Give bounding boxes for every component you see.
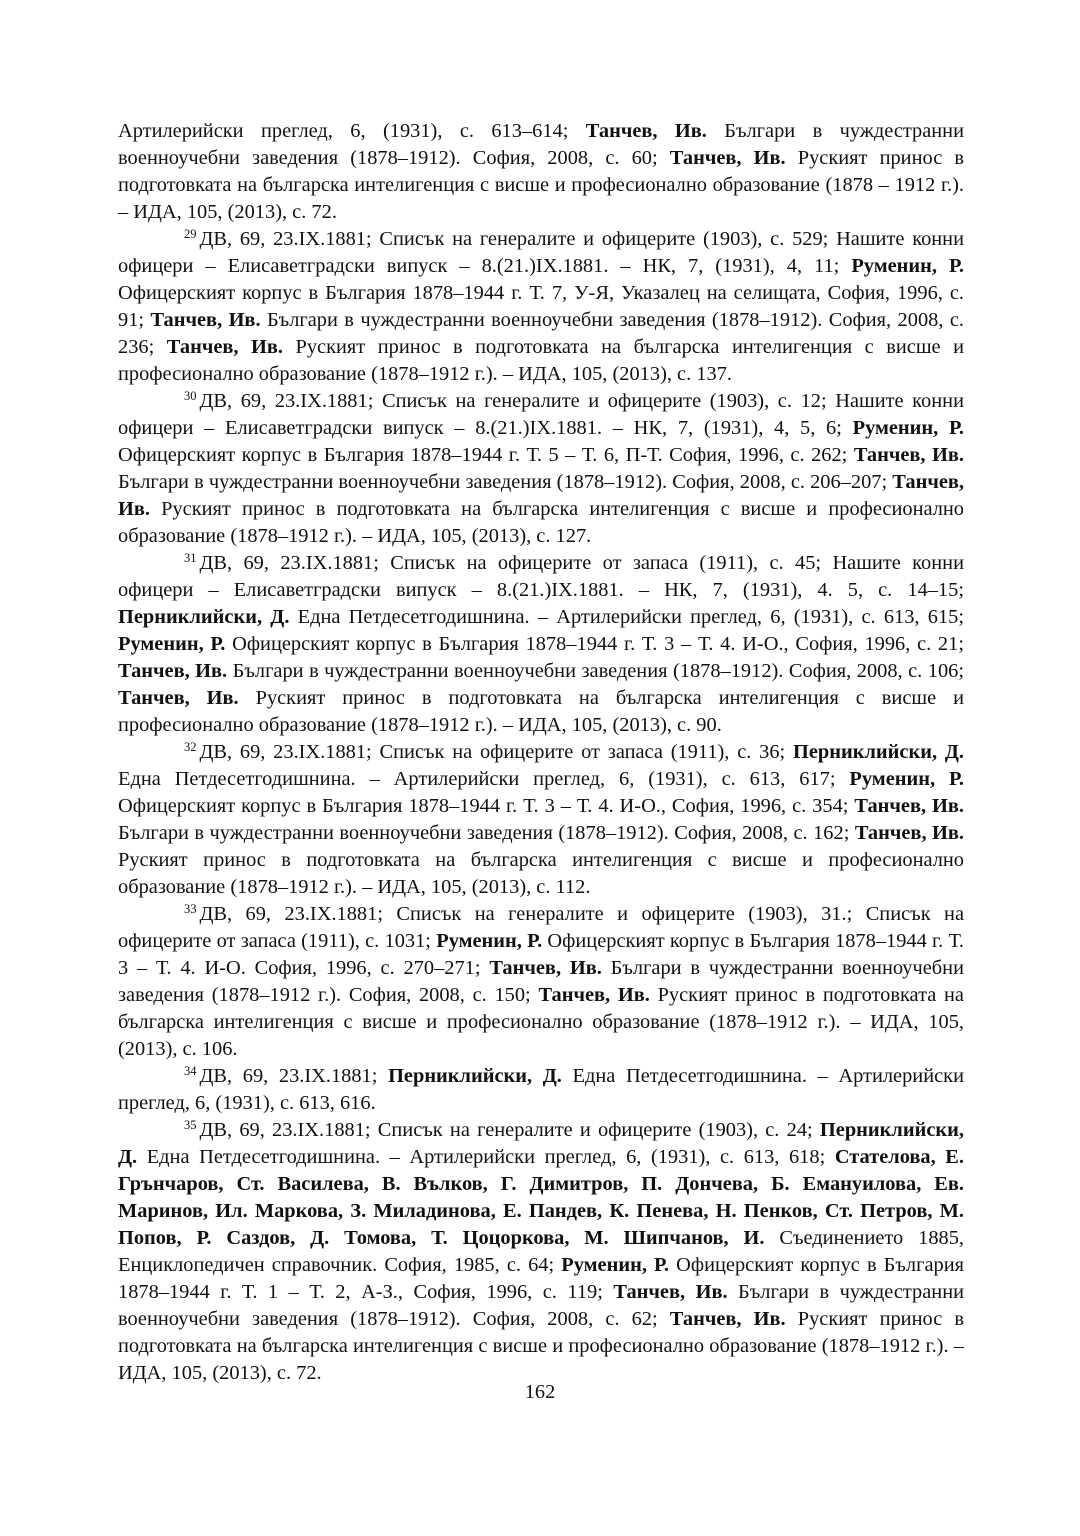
footnote-33: [118, 901, 964, 1063]
footnote-text: Руският принос в подготовката на българска интелигенция с висше и професионално образование (1878–1912 г.). – ИДА, 105, (2013), с. 127.: [118, 498, 964, 547]
author-name: Танчев, Ив.: [118, 687, 239, 709]
footnote-text: Офицерският корпус в България 1878–1944 г. Т. 5 – Т. 6, П-Т. София, 1996, с. 262;: [118, 444, 854, 466]
footnote-35: [118, 1117, 964, 1387]
footnote-text: Офицерският корпус в България 1878–1944 г. Т. 3 – Т. 4. И-О., София, 1996, с. 354;: [118, 795, 855, 817]
footnote-number: 29: [184, 227, 197, 241]
footnote-continuation: [118, 118, 964, 226]
author-name: Руменин, Р.: [849, 768, 965, 790]
footnote-number: 31: [184, 551, 197, 565]
footnote-text: Българи в чуждестранни военноучебни заведения (1878–1912). София, 2008, с. 206–207;: [118, 471, 893, 493]
author-list: Стателова, Е. Грънчаров, Ст. Василева, В. Вълков, Г. Димитров, П. Дончева, Б. Емануилова, Ев. Маринов, Ил. Маркова, З. Миладинова, Е. Пандев, К. Пенева, Н. Пенков, Ст. Петров, М. Попов, Р. Саздов, Д. Томова, Т. Цоцоркова, М. Шипчанов, И.: [118, 1146, 964, 1249]
footnote-text: Българи в чуждестранни военноучебни заведения (1878–1912). София, 2008, с. 62;: [118, 1281, 965, 1330]
author-name: Руменин, Р.: [118, 633, 226, 655]
page-number: 162: [524, 1381, 556, 1403]
footnote-text: Една Петдесетгодишнина. – Артилерийски преглед, 6, (1931), с. 613, 618;: [137, 1146, 835, 1168]
footnote-29: [118, 226, 964, 388]
author-name: Танчев, Ив.: [150, 309, 261, 331]
footnote-text: Една Петдесетгодишнина. – Артилерийски преглед, 6, (1931), с. 613, 617;: [118, 768, 850, 790]
footnote-number: 34: [184, 1064, 197, 1078]
footnote-text: Артилерийски преглед, 6, (1931), с. 613–614;: [118, 120, 586, 142]
footnote-text: Офицерският корпус в България 1878–1944 г. Т. 3 – Т. 4. И-О. София, 1996, с. 270–271;: [118, 930, 964, 979]
author-name: Руменин, Р.: [851, 255, 965, 277]
footnote-text: Българи в чуждестранни военноучебни заведения (1878–1912). София, 2008, с. 106;: [227, 660, 964, 682]
footnote-text: ДВ, 69, 23.IX.1881; Списък на генералите и офицерите (1903), с. 529; Нашите конни офицери – Елисаветградски випуск – 8.(21.)IX.1881. – НК, 7, (1931), 4, 11;: [118, 228, 964, 277]
author-name: Танчев, Ив.: [669, 1308, 786, 1330]
footnote-text: ДВ, 69, 23.IX.1881; Списък на генералите и офицерите (1903), с. 12; Нашите конни офицери – Елисаветградски випуск – 8.(21.)IX.1881. – НК, 7, (1931), 4, 5, 6;: [118, 390, 964, 439]
author-name: Танчев, Ив.: [118, 660, 228, 682]
footnotes-block: [118, 118, 964, 1387]
footnote-text: Офицерският корпус в България 1878–1944 г. Т. 3 – Т. 4. И-О., София, 1996, с. 21;: [225, 633, 964, 655]
author-name: Перниклийски, Д.: [118, 1119, 964, 1168]
footnote-text: Българи в чуждестранни военноучебни заведения (1878–1912 г.). София, 2008, с. 150;: [118, 957, 964, 1006]
author-name: Танчев, Ив.: [166, 336, 283, 358]
footnote-text: Руският принос в подготовката на българска интелигенция с висше и професионално образование (1878–1912 г.). – ИДА, 105, (2013), с. 112.: [118, 849, 964, 898]
author-name: Танчев, Ив.: [854, 795, 965, 817]
footnote-text: Руският принос в подготовката на българска интелигенция с висше и професионално образование (1878 – 1912 г.). – ИДА, 105, (2013), с. 72.: [118, 147, 965, 223]
footnote-number: 33: [184, 902, 197, 916]
footnote-34: [118, 1063, 964, 1117]
author-name: Танчев, Ив.: [489, 957, 602, 979]
footnote-text: Руският принос в подготовката на българска интелигенция с висше и професионално образование (1878–1912 г.). – ИДА, 105, (2013), с. 137.: [118, 336, 965, 385]
author-name: Руменин, Р.: [561, 1254, 670, 1276]
author-name: Руменин, Р.: [852, 417, 964, 439]
footnote-text: Една Петдесетгодишнина. – Артилерийски преглед, 6, (1931), с. 613, 615;: [289, 606, 964, 628]
footnote-number: 30: [184, 389, 197, 403]
author-name: Танчев, Ив.: [585, 120, 707, 142]
author-name: Танчев, Ив.: [853, 444, 964, 466]
author-name: Танчев, Ив.: [854, 822, 964, 844]
footnote-text: Офицерският корпус в България 1878–1944 г. Т. 7, У-Я, Указалец на селищата, София, 1996, с. 91;: [118, 282, 964, 331]
footnote-number: 32: [184, 740, 197, 754]
footnote-text: ДВ, 69, 23.IX.1881; Списък на офицерите от запаса (1911), с. 36;: [199, 741, 793, 763]
author-name: Перниклийски, Д.: [118, 606, 290, 628]
author-name: Перниклийски, Д.: [388, 1065, 562, 1087]
footnote-text: Съединението 1885, Енциклопедичен справочник. София, 1985, с. 64;: [118, 1227, 965, 1276]
footnote-text: ДВ, 69, 23.IX.1881;: [199, 1065, 389, 1087]
footnote-text: Офицерският корпус в България 1878–1944 г. Т. 1 – Т. 2, А-З., София, 1996, с. 119;: [118, 1254, 965, 1303]
author-name: Руменин, Р.: [436, 930, 543, 952]
footnote-text: ДВ, 69, 23.IX.1881; Списък на генералите и офицерите (1903), 31.; Списък на офицерите от запаса (1911), с. 1031;: [118, 903, 964, 952]
footnote-text: Българи в чуждестранни военноучебни заведения (1878–1912). София, 2008, с. 162;: [118, 822, 855, 844]
footnote-32: [118, 739, 964, 901]
footnote-text: Руският принос в подготовката на българска интелигенция с висше и професионално образование (1878–1912 г.). – ИДА, 105, (2013), с. 90.: [118, 687, 965, 736]
author-name: Танчев, Ив.: [118, 471, 964, 520]
author-name: Танчев, Ив.: [669, 147, 786, 169]
footnote-text: Българи в чуждестранни военноучебни заведения (1878–1912). София, 2008, с. 236;: [118, 309, 964, 358]
author-name: Перниклийски, Д.: [792, 741, 964, 763]
footnote-number: 35: [184, 1118, 197, 1132]
footnote-text: ДВ, 69, 23.IX.1881; Списък на офицерите от запаса (1911), с. 45; Нашите конни офицери – Елисаветградски випуск – 8.(21.)IX.1881. – НК, 7, (1931), 4. 5, с. 14–15;: [118, 552, 964, 601]
author-name: Танчев, Ив.: [613, 1281, 728, 1303]
footnote-text: Руският принос в подготовката на българска интелигенция с висше и професионално образование (1878–1912 г.). – ИДА, 105, (2013), с. 106.: [118, 984, 964, 1060]
footnote-text: Руският принос в подготовката на българска интелигенция с висше и професионално образование (1878–1912 г.). – ИДА, 105, (2013), с. 72.: [118, 1308, 965, 1384]
footnote-text: ДВ, 69, 23.IX.1881; Списък на генералите и офицерите (1903), с. 24;: [199, 1119, 820, 1141]
footnote-text: Една Петдесетгодишнина. – Артилерийски преглед, 6, (1931), с. 613, 616.: [118, 1065, 964, 1114]
footnote-text: Българи в чуждестранни военноучебни заведения (1878–1912). София, 2008, с. 60;: [118, 120, 965, 169]
author-name: Танчев, Ив.: [538, 984, 650, 1006]
footnote-30: [118, 388, 964, 550]
footnote-31: [118, 550, 964, 739]
